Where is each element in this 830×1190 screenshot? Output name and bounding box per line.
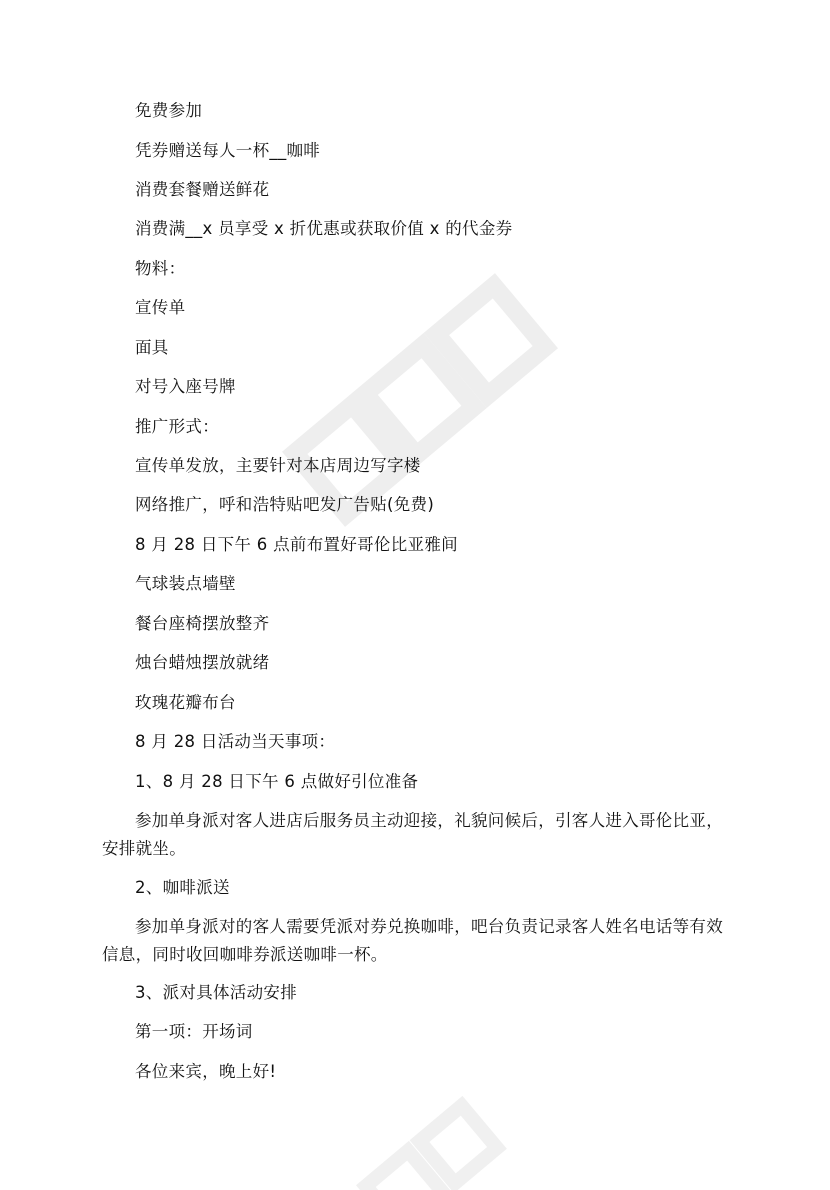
text-line: 8 月 28 日下午 6 点前布置好哥伦比亚雅间 bbox=[135, 535, 458, 554]
text-line: 宣传单 bbox=[135, 298, 186, 317]
agenda-item-1: 第一项：开场词 bbox=[135, 1022, 253, 1041]
text-line: 网络推广，呼和浩特贴吧发广告贴(免费) bbox=[135, 495, 435, 514]
text-line: 消费套餐赠送鲜花 bbox=[135, 180, 270, 199]
text-line: 宣传单发放，主要针对本店周边写字楼 bbox=[135, 456, 421, 475]
section-label-promotion: 推广形式： bbox=[135, 417, 219, 436]
paragraph-text: 参加单身派对的客人需要凭派对券兑换咖啡，吧台负责记录客人姓名电话等有效信息，同时收回咖啡券派送咖啡一杯。 bbox=[102, 917, 723, 964]
text-line: 免费参加 bbox=[135, 101, 203, 120]
text-line: 凭券赠送每人一杯__咖啡 bbox=[135, 141, 321, 160]
paragraph-coffee bbox=[102, 913, 734, 969]
text-line: 面具 bbox=[135, 338, 169, 357]
text-line: 餐台座椅摆放整齐 bbox=[135, 614, 270, 633]
text-line: 消费满__x 员享受 x 折优惠或获取价值 x 的代金券 bbox=[135, 219, 513, 238]
paragraph-welcome bbox=[102, 807, 734, 863]
text-line: 对号入座号牌 bbox=[135, 377, 236, 396]
text-line: 烛台蜡烛摆放就绪 bbox=[135, 653, 270, 672]
paragraph-text: 参加单身派对客人进店后服务员主动迎接，礼貌问候后，引客人进入哥伦比亚，安排就坐。 bbox=[102, 811, 723, 858]
step-heading-3: 3、派对具体活动安排 bbox=[135, 983, 297, 1002]
text-line: 气球装点墙壁 bbox=[135, 574, 236, 593]
greeting-line: 各位来宾，晚上好! bbox=[135, 1062, 277, 1081]
step-heading-2: 2、咖啡派送 bbox=[135, 878, 230, 897]
step-heading-1: 1、8 月 28 日下午 6 点做好引位准备 bbox=[135, 772, 419, 791]
text-line: 玫瑰花瓣布台 bbox=[135, 693, 236, 712]
section-label-materials: 物料： bbox=[135, 259, 186, 278]
section-label-event-day: 8 月 28 日活动当天事项： bbox=[135, 732, 336, 751]
